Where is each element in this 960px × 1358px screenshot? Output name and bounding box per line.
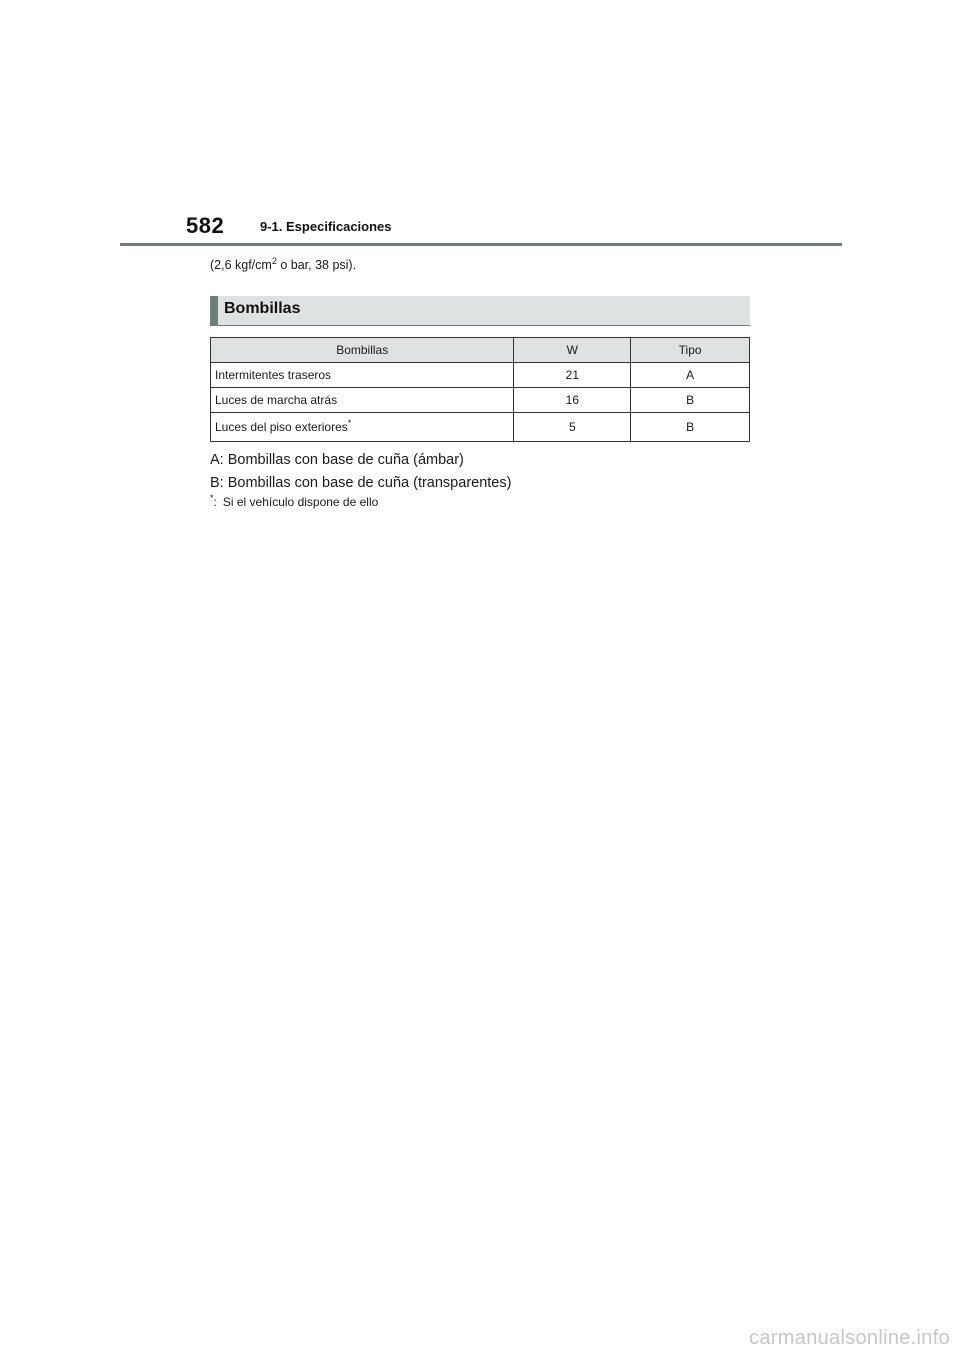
column-header-tipo: Tipo bbox=[631, 338, 750, 363]
footnote-separator: : bbox=[213, 495, 217, 509]
section-heading: Bombillas bbox=[224, 300, 301, 317]
pressure-note-superscript: 2 bbox=[271, 256, 277, 266]
bulb-watts: 5 bbox=[514, 413, 631, 442]
legend-type-b: B: Bombillas con base de cuña (transparentes) bbox=[210, 475, 512, 491]
bulb-type: A bbox=[631, 363, 750, 388]
watermark: carmanualsonline.info bbox=[749, 1327, 950, 1349]
footnote-marker: * bbox=[210, 493, 214, 503]
bulb-type: B bbox=[631, 413, 750, 442]
footnote-text: Si el vehículo dispone de ello bbox=[222, 495, 379, 509]
footnote-marker: * bbox=[347, 418, 352, 428]
section-heading-box bbox=[210, 296, 750, 326]
bulb-type: B bbox=[631, 388, 750, 413]
bulb-name: Luces del piso exteriores bbox=[215, 420, 348, 434]
section-title: 9-1. Especificaciones bbox=[260, 219, 392, 234]
pressure-note bbox=[210, 258, 356, 272]
bulb-name-cell bbox=[211, 413, 514, 442]
table-row bbox=[211, 413, 750, 442]
bulb-name: Luces de marcha atrás bbox=[211, 388, 514, 413]
footnote bbox=[210, 495, 378, 509]
header-divider bbox=[120, 243, 842, 246]
pressure-note-after: o bar, 38 psi). bbox=[276, 258, 357, 272]
heading-accent-bar bbox=[210, 296, 218, 325]
bulbs-table bbox=[210, 337, 750, 442]
table-row bbox=[211, 363, 750, 388]
pressure-note-before: (2,6 kgf/cm bbox=[210, 258, 272, 272]
bulb-watts: 16 bbox=[514, 388, 631, 413]
table-header-row bbox=[211, 338, 750, 363]
page-number: 582 bbox=[186, 213, 225, 238]
column-header-bombillas: Bombillas bbox=[211, 338, 514, 363]
column-header-w: W bbox=[514, 338, 631, 363]
legend-type-a: A: Bombillas con base de cuña (ámbar) bbox=[210, 452, 464, 468]
table-row bbox=[211, 388, 750, 413]
bulb-watts: 21 bbox=[514, 363, 631, 388]
bulb-name: Intermitentes traseros bbox=[211, 363, 514, 388]
